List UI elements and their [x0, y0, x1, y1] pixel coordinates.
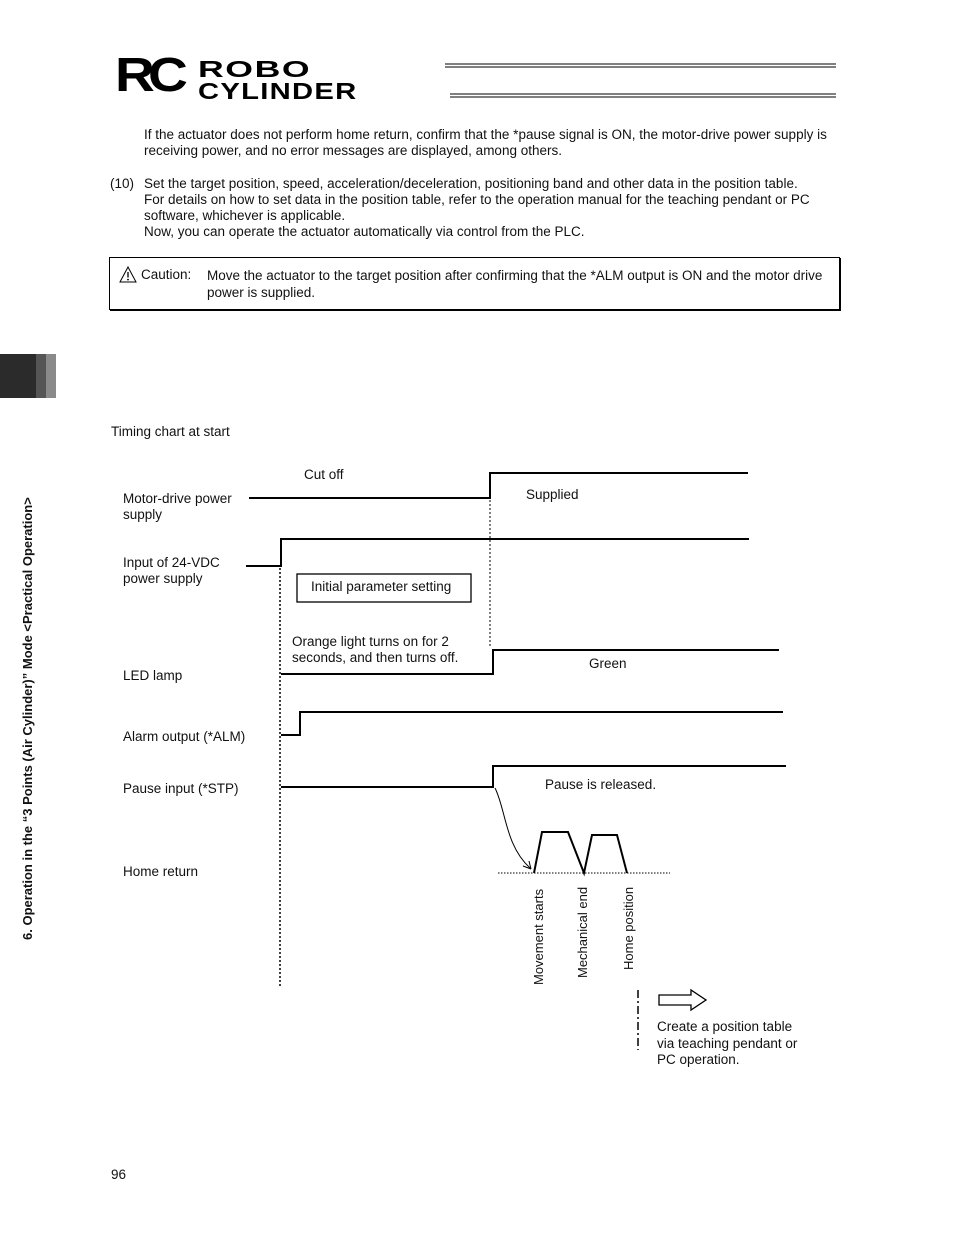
input-24vdc-waveform: [246, 539, 749, 566]
annotation-movement-starts: Movement starts: [531, 888, 546, 985]
logo-line-1: ROBO: [198, 56, 312, 82]
annotation-green: Green: [589, 656, 627, 671]
page-number: 96: [111, 1167, 127, 1182]
signal-input-24vdc: Input of 24-VDC power supply: [123, 555, 220, 586]
home-return-note: If the actuator does not perform home return, confirm that the *pause signal is ON, the motor-drive power supply is receiving power, and no error messages are displayed, among others.: [144, 127, 827, 158]
alarm-output-waveform: [281, 712, 783, 735]
annotation-cut-off: Cut off: [304, 467, 344, 482]
chapter-side-label: 6. Operation in the “3 Points (Air Cylinder)” Mode <Practical Operation>: [20, 497, 35, 940]
signal-led-lamp: LED lamp: [123, 668, 183, 683]
header-rules: [0, 0, 954, 110]
annotation-initial-parameter: Initial parameter setting: [311, 579, 452, 594]
annotation-home-position: Home position: [621, 886, 636, 970]
annotation-create-position-table: Create a position table via teaching pendant or PC operation.: [657, 1019, 798, 1067]
pause-input-waveform: [281, 766, 786, 787]
signal-pause-input: Pause input (*STP): [123, 781, 239, 796]
annotation-supplied: Supplied: [526, 487, 579, 502]
logo-line-2: CYLINDER: [198, 78, 358, 104]
home-return-waveform: [534, 832, 627, 873]
annotation-pause-released: Pause is released.: [545, 777, 657, 792]
annotation-mechanical-end: Mechanical end: [575, 886, 590, 978]
right-arrow-icon: [659, 990, 706, 1010]
timing-chart-title: Timing chart at start: [111, 424, 230, 439]
signal-alarm-output: Alarm output (*ALM): [123, 729, 246, 744]
annotation-orange-light: Orange light turns on for 2 seconds, and then turns off.: [292, 634, 459, 665]
signal-home-return: Home return: [123, 864, 199, 879]
step-line-1: Set the target position, speed, acceleration/deceleration, positioning band and other data in the position table.: [144, 176, 798, 191]
caution-text: Move the actuator to the target position after confirming that the *ALM output is ON and the motor drive power is supplied.: [207, 268, 823, 300]
caution-label: Caution:: [141, 267, 192, 282]
signal-motor-drive-power: Motor-drive power supply: [123, 491, 232, 522]
step-number: (10): [110, 176, 135, 191]
logo-letters: RC: [115, 49, 181, 102]
pause-to-movement-arrow: [495, 788, 530, 868]
step-line-3: Now, you can operate the actuator automatically via control from the PLC.: [144, 224, 585, 239]
step-line-2: For details on how to set data in the position table, refer to the operation manual for the teaching pendant or PC software, whichever is applicable.: [144, 192, 810, 223]
